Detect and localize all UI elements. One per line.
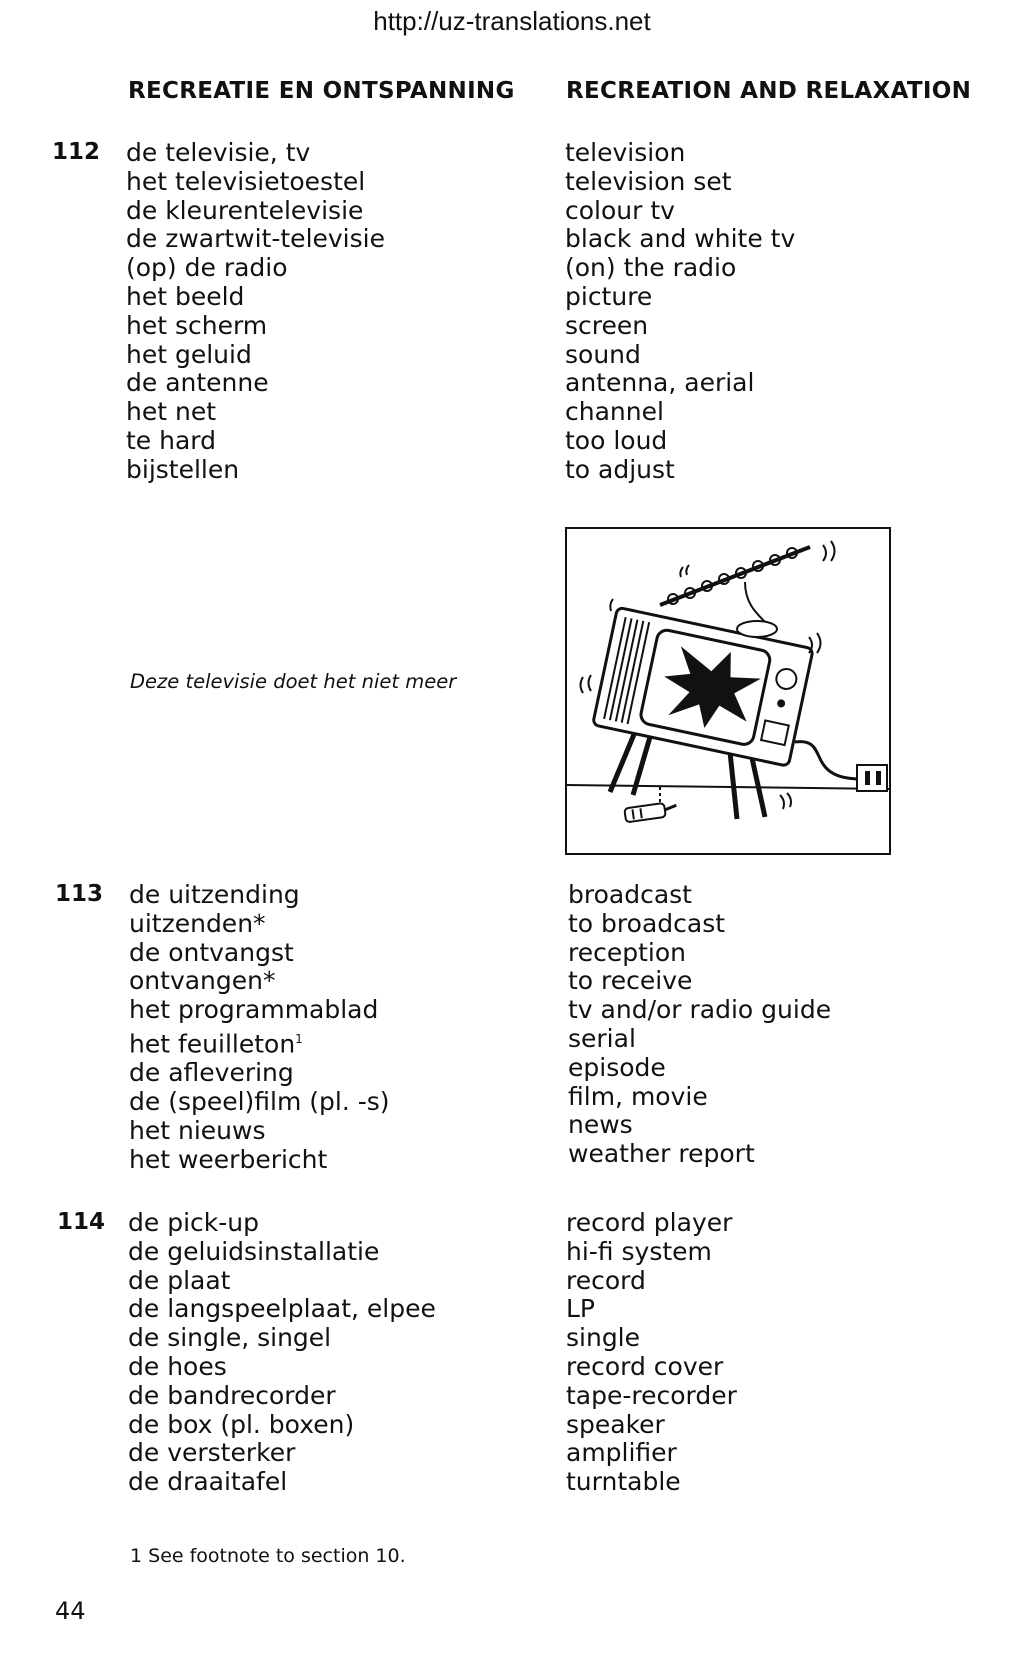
dutch-term: de televisie, tv	[126, 138, 311, 167]
section-number-112: 112	[52, 139, 101, 165]
dutch-term: bijstellen	[126, 454, 240, 484]
dutch-term: de plaat	[128, 1265, 231, 1295]
dutch-term: de (speel)film (pl. -s)	[129, 1086, 390, 1116]
english-term: channel	[565, 397, 664, 427]
illustration-caption: Deze televisie doet het niet meer	[130, 670, 457, 693]
page-number: 44	[55, 1597, 86, 1625]
dutch-term: de langspeelplaat, elpee	[128, 1294, 436, 1324]
english-term: news	[568, 1110, 633, 1140]
dutch-term-text: het feuilleton	[129, 1029, 296, 1059]
dutch-term: het scherm	[126, 310, 268, 340]
dutch-term: het beeld	[126, 281, 245, 311]
dutch-term: de versterker	[128, 1438, 296, 1468]
english-term: screen	[565, 310, 649, 340]
dutch-term: het televisietoestel	[126, 166, 366, 196]
english-term: LP	[566, 1294, 596, 1324]
section-112-english-list	[565, 139, 795, 485]
english-term: antenna, aerial	[565, 368, 755, 398]
source-url: http://uz-translations.net	[373, 6, 651, 36]
dutch-term: het nieuws	[129, 1115, 266, 1145]
footnote-marker: 1	[295, 1031, 303, 1046]
english-term: amplifier	[566, 1438, 677, 1468]
dutch-term: de box (pl. boxen)	[128, 1409, 355, 1439]
english-term: single	[566, 1323, 641, 1353]
english-term: colour tv	[565, 195, 675, 225]
english-term: (on) the radio	[565, 253, 737, 283]
english-term: record cover	[566, 1351, 724, 1381]
dutch-term: de pick-up	[128, 1208, 259, 1237]
english-term: weather report	[568, 1139, 755, 1169]
english-term: too loud	[565, 425, 668, 455]
dutch-term: de geluidsinstallatie	[128, 1236, 380, 1266]
english-term: episode	[568, 1052, 666, 1082]
section-number-114: 114	[57, 1209, 106, 1235]
english-term: reception	[568, 937, 686, 967]
english-term: record player	[566, 1208, 733, 1237]
dutch-term: de hoes	[128, 1351, 227, 1381]
dutch-term: het geluid	[126, 339, 252, 369]
english-term: black and white tv	[565, 224, 796, 254]
dutch-term: het weerbericht	[129, 1144, 328, 1174]
dutch-heading: RECREATIE EN ONTSPANNING	[128, 78, 515, 104]
dutch-term: het programmablad	[129, 995, 379, 1025]
english-term: speaker	[566, 1409, 665, 1439]
section-114-dutch-list	[128, 1209, 436, 1497]
dutch-term: het net	[126, 397, 217, 427]
dutch-term: (op) de radio	[126, 253, 288, 283]
section-112-dutch-list	[126, 139, 385, 485]
section-113-dutch-list	[129, 881, 390, 1174]
english-term: sound	[565, 339, 641, 369]
english-term: picture	[565, 281, 653, 311]
section-114-english-list	[566, 1209, 737, 1497]
dutch-term: te hard	[126, 425, 217, 455]
dutch-term: ontvangen*	[129, 966, 276, 996]
english-term: to receive	[568, 966, 693, 996]
dutch-term: de bandrecorder	[128, 1380, 336, 1410]
footnote: 1 See footnote to section 10.	[130, 1545, 406, 1567]
english-term: television	[565, 138, 686, 167]
english-heading: RECREATION AND RELAXATION	[566, 78, 972, 104]
dutch-term: de antenne	[126, 368, 269, 398]
section-113-english-list	[568, 881, 831, 1169]
english-term: broadcast	[568, 880, 692, 909]
dutch-term: de ontvangst	[129, 937, 294, 967]
english-term: television set	[565, 166, 732, 196]
english-term: turntable	[566, 1467, 681, 1497]
english-term: tape-recorder	[566, 1380, 737, 1410]
dutch-term: de kleurentelevisie	[126, 195, 364, 225]
english-term: serial	[568, 1023, 636, 1053]
english-term: to broadcast	[568, 908, 726, 938]
dutch-term: de uitzending	[129, 880, 300, 909]
english-term: to adjust	[565, 454, 675, 484]
english-term: record	[566, 1265, 646, 1295]
dutch-term: uitzenden*	[129, 908, 266, 938]
section-number-113: 113	[55, 881, 104, 907]
dutch-term: de zwartwit-televisie	[126, 224, 385, 254]
dutch-term: de draaitafel	[128, 1467, 288, 1497]
english-term: tv and/or radio guide	[568, 995, 832, 1025]
dutch-term: de single, singel	[128, 1323, 332, 1353]
broken-tv-illustration	[565, 527, 891, 855]
english-term: hi-fi system	[566, 1236, 712, 1266]
dutch-term	[129, 1025, 390, 1059]
english-term: film, movie	[568, 1081, 708, 1111]
dutch-term: de aflevering	[129, 1058, 294, 1088]
